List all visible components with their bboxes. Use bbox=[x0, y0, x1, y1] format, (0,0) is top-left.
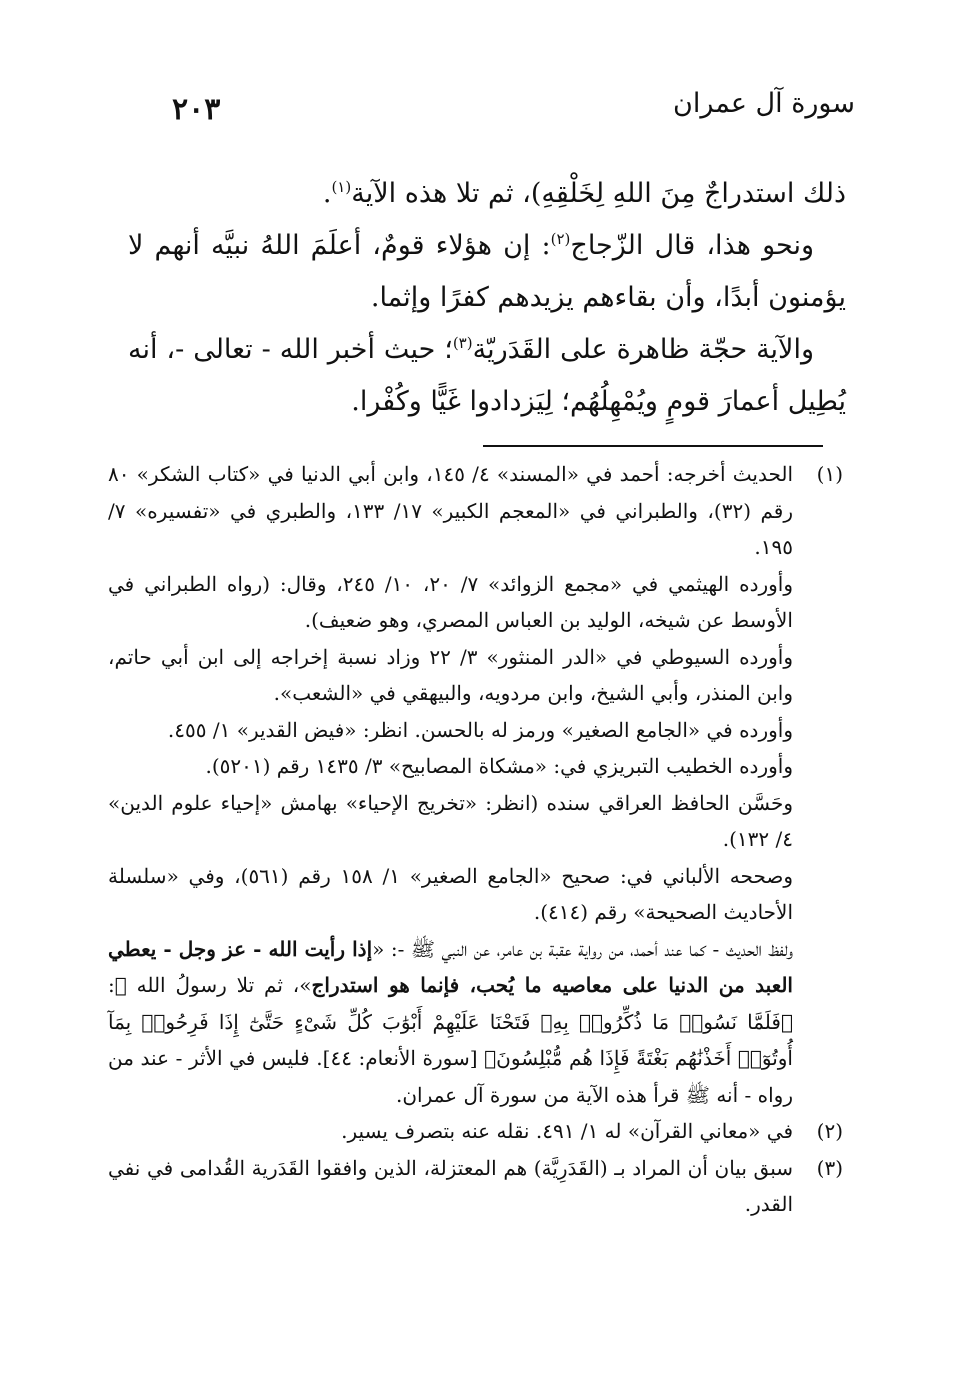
main-paragraph-2 bbox=[128, 220, 846, 324]
main-paragraph-1-text: ذلك استدراجٌ مِنَ اللهِ لِخَلْقِهِ)، ثم تلا هذه الآية bbox=[351, 178, 846, 209]
footnote-ref-3[interactable]: (٣) bbox=[452, 334, 473, 352]
main-paragraph-2-end: : إن هؤلاء قومٌ، أعلَمَ اللهُ نبيَّه أنهم لا يؤمنون أبدًا، وأن بقاءهم يزيدهم كفرًا وإثما. bbox=[128, 230, 846, 313]
footnote-1-para: وصححه الألباني في: صحيح «الجامع الصغير» ١/ ١٥٨ رقم (٥٦١)، وفي «سلسلة الأحاديث الصحيحة» رقم (٤١٤). bbox=[108, 863, 793, 924]
hadith-intro: ولفظ الحديث - كما عند أحمد، من رواية عقبة بن عامر، عن النبي ﷺ -: « bbox=[372, 936, 794, 961]
footnote-1-para: وأورده السيوطي في «الدر المنثور» ٣/ ٢٢ وزاد نسبة إخراجه إلى ابن أبي حاتم، وابن المنذر، وأبي الشيخ، وابن مردويه، والبيهقي في «الشعب». bbox=[108, 644, 793, 705]
main-paragraph-1-end: . bbox=[322, 178, 332, 209]
main-text bbox=[128, 168, 846, 428]
footnote-1-para: وحَسَّن الحافظ العراقي سنده (انظر: «تخريج الإحياء» بهامش «إحياء علوم الدين» ٤/ ١٣٢). bbox=[108, 790, 793, 851]
footnote-1-hadith-text bbox=[108, 931, 793, 1114]
hadith-quote: إذا رأيت الله - عز وجل - يعطي العبد من الدنيا على معاصيه ما يُحب، فإنما هو استدراج bbox=[108, 936, 793, 997]
footnote-number-2: (٢) bbox=[816, 1119, 843, 1143]
page-number: ٢٠٣ bbox=[172, 92, 221, 127]
footnote-2-text: في «معاني القرآن» له ١/ ٤٩١. نقله عنه بتصرف يسير. bbox=[341, 1119, 793, 1143]
footnote-1-para: وأورده الخطيب التبريزي في: «مشكاة المصابيح» ٣/ ١٤٣٥ رقم (٥٢٠١). bbox=[205, 754, 793, 778]
footnote-2 bbox=[108, 1113, 843, 1150]
hadith-continuation: »، ثم تلا رسولُ الله ﷺ: ﴿فَلَمَّا نَسُوا۟ مَا ذُكِّرُوا۟ بِهِۦ فَتَحْنَا عَلَيْهِمْ أَبْوَٰبَ كُلِّ شَىْءٍ حَتَّىٰٓ إِذَا فَرِحُوا۟ بِمَآ أُوتُوٓا۟ أَخَذْنَٰهُم بَغْتَةً فَإِذَا هُم مُّبْلِسُونَ﴾ [سورة الأنعام: ٤٤]. فليس في الأثر - عند من رواه - أنه ﷺ قرأ هذه الآية من سورة آل عمران. bbox=[108, 973, 793, 1107]
footnote-ref-1[interactable]: (١) bbox=[331, 178, 352, 196]
footnote-1 bbox=[108, 456, 843, 1113]
footnote-3 bbox=[108, 1150, 843, 1223]
footnotes bbox=[108, 456, 843, 1223]
footnote-3-text: سبق بيان أن المراد بـ (القَدَرِيَّة) هم المعتزلة، الذين وافقوا القَدَرية القُدامى في نفي القدر. bbox=[108, 1155, 794, 1216]
footnote-1-para: وأورده الهيثمي في «مجمع الزوائد» ٧/ ٢٠، ١٠/ ٢٤٥، وقال: (رواه الطبراني في الأوسط عن شيخه، الوليد بن العباس المصري، وهو ضعيف). bbox=[108, 571, 794, 632]
main-paragraph-1 bbox=[128, 168, 846, 220]
footnote-1-para: وأورده في «الجامع الصغير» ورمز له بالحسن. انظر: «فيض القدير» ١/ ٤٥٥. bbox=[167, 717, 793, 742]
footnote-separator bbox=[483, 445, 823, 447]
main-paragraph-2-text: ونحو هذا، قال الزّجاج bbox=[570, 230, 815, 261]
main-paragraph-3-end: ؛ حيث أخبر الله - تعالى -، أنه يُطِيل أعمارَ قومٍ ويُمْهِلُهُم؛ لِيَزدادوا غَيًّا وكُفْرا. bbox=[128, 334, 846, 417]
running-header-title: سورة آل عمران bbox=[673, 88, 855, 119]
main-paragraph-3 bbox=[128, 324, 846, 428]
footnote-ref-2[interactable]: (٢) bbox=[550, 230, 571, 248]
footnote-number-3: (٣) bbox=[816, 1155, 843, 1180]
footnote-number-1: (١) bbox=[816, 462, 843, 486]
footnote-1-para: الحديث أخرجه: أحمد في «المسند» ٤/ ١٤٥، وابن أبي الدنيا في «كتاب الشكر» ٨٠ رقم (٣٢)، والطبراني في «المعجم الكبير» ١٧/ ١٣٣، والطبري في «تفسيره» ٧/ ١٩٥. bbox=[108, 462, 794, 559]
main-paragraph-3-text: والآية حجّة ظاهرة على القَدَريّة bbox=[472, 334, 814, 365]
